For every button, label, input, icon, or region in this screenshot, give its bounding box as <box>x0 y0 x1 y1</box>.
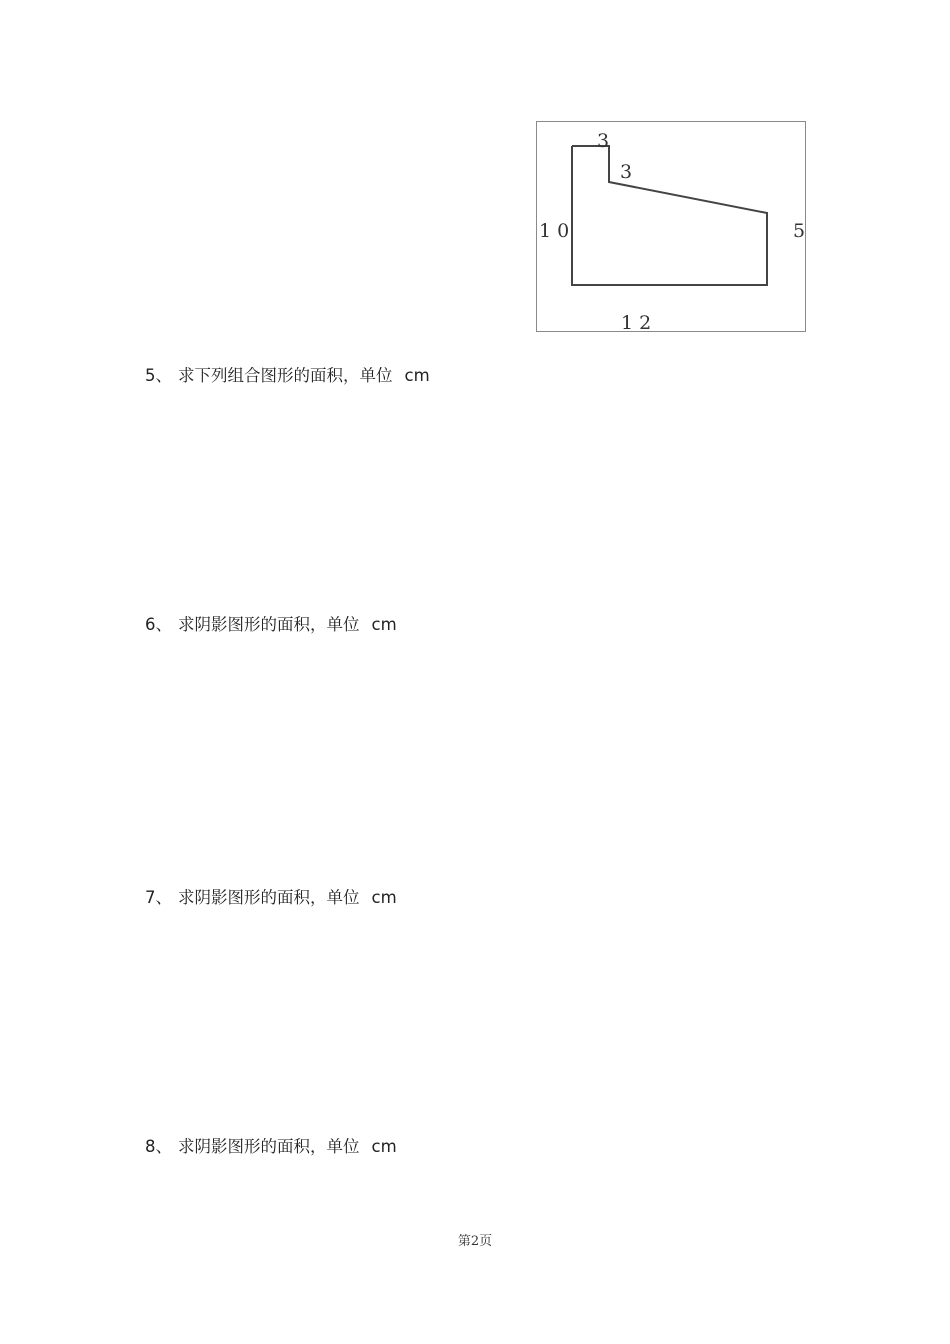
figure-outline <box>572 146 767 285</box>
label-top-width: 3 <box>597 130 610 152</box>
label-bottom-width: 1 2 <box>621 312 652 333</box>
question-number: 6、 <box>145 615 172 634</box>
question-unit: cm <box>371 888 397 907</box>
question-7 <box>145 888 397 908</box>
label-step-height: 3 <box>620 161 633 183</box>
question-number: 8、 <box>145 1137 172 1156</box>
question-text: 求阴影图形的面积，单位 <box>178 615 360 634</box>
question-unit: cm <box>404 366 430 385</box>
question-unit: cm <box>371 1137 397 1156</box>
question-text: 求下列组合图形的面积，单位 <box>178 366 393 385</box>
question-unit: cm <box>371 615 397 634</box>
question-5 <box>145 366 430 386</box>
question-text: 求阴影图形的面积，单位 <box>178 888 360 907</box>
question-text: 求阴影图形的面积，单位 <box>178 1137 360 1156</box>
question-number: 7、 <box>145 888 172 907</box>
question-number: 5、 <box>145 366 172 385</box>
label-right-height: 5 <box>793 220 806 242</box>
composite-figure-drawing <box>537 122 807 333</box>
page-number: 第2页 <box>457 1234 493 1249</box>
label-left-height: 1 0 <box>539 220 570 242</box>
question-6 <box>145 615 397 635</box>
question-8 <box>145 1137 397 1157</box>
composite-figure <box>536 121 806 332</box>
